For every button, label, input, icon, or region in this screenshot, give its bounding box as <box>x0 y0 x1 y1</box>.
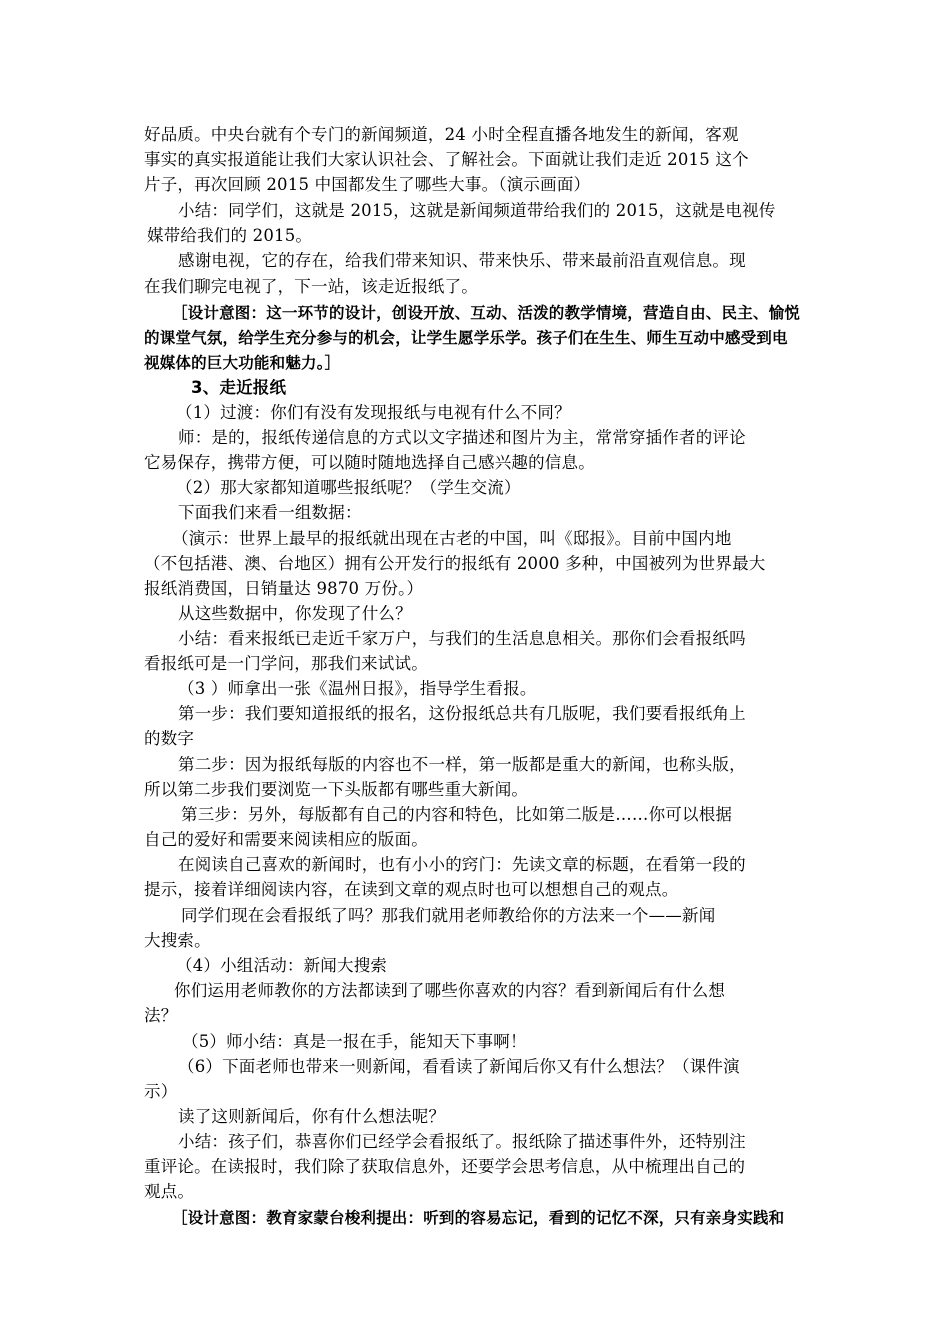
design-intent-line: 视媒体的巨大功能和魅力。］ <box>144 354 341 372</box>
text-line: 在阅读自己喜欢的新闻时，也有小小的窍门：先读文章的标题，在看第一段的 <box>178 855 746 874</box>
text-line: 小结：看来报纸已走近千家万户，与我们的生活息息相关。那你们会看报纸吗 <box>178 629 746 648</box>
text-line: （演示：世界上最早的报纸就出现在古老的中国，叫《邸报》。目前中国内地 <box>172 529 732 548</box>
text-line: （2）那大家都知道哪些报纸呢？（学生交流） <box>176 478 521 497</box>
text-line: 大搜索。 <box>144 931 211 950</box>
design-intent-line: ［设计意图：教育家蒙台梭利提出：听到的容易忘记，看到的记忆不深，只有亲身实践和 <box>172 1209 785 1227</box>
text-line: 媒带给我们的 2015。 <box>147 226 313 245</box>
text-line: 观点。 <box>144 1182 195 1201</box>
text-line: （3 ）师拿出一张《温州日报》，指导学生看报。 <box>178 679 537 698</box>
text-line: （5）师小结：真是一报在手，能知天下事啊！ <box>182 1032 527 1051</box>
text-line: 法？ <box>144 1006 178 1025</box>
text-line: 看报纸可是一门学问，那我们来试试。 <box>144 654 428 673</box>
text-line: 提示，接着详细阅读内容，在读到文章的观点时也可以想想自己的观点。 <box>144 880 679 899</box>
text-line: 片子，再次回顾 2015 中国都发生了哪些大事。（演示画面） <box>144 175 591 194</box>
text-line: 从这些数据中，你发现了什么？ <box>178 604 412 623</box>
text-line: 小结：孩子们，恭喜你们已经学会看报纸了。报纸除了描述事件外，还特别注 <box>178 1132 746 1151</box>
text-line: 事实的真实报道能让我们大家认识社会、了解社会。下面就让我们走近 2015 这个 <box>144 150 749 169</box>
text-line: 报纸消费国，日销量达 9870 万份。） <box>144 579 424 598</box>
text-line: 师：是的，报纸传递信息的方式以文字描述和图片为主，常常穿插作者的评论 <box>178 428 746 447</box>
text-line: 它易保存，携带方便，可以随时随地选择自己感兴趣的信息。 <box>144 453 595 472</box>
text-line: （不包括港、澳、台地区）拥有公开发行的报纸有 2000 多种，中国被列为世界最大 <box>144 554 766 573</box>
text-line: 在我们聊完电视了，下一站，该走近报纸了。 <box>144 277 478 296</box>
text-line: 示） <box>144 1082 178 1101</box>
text-line: 所以第二步我们要浏览一下头版都有哪些重大新闻。 <box>144 780 529 799</box>
section-heading: 3、走近报纸 <box>191 378 287 397</box>
text-line: 下面我们来看一组数据： <box>178 503 362 522</box>
text-line: （1）过渡：你们有没有发现报纸与电视有什么不同？ <box>176 403 571 422</box>
text-line: 同学们现在会看报纸了吗？那我们就用老师教给你的方法来一个——新闻 <box>181 906 716 925</box>
text-line: 小结：同学们，这就是 2015，这就是新闻频道带给我们的 2015，这就是电视传 <box>178 201 776 220</box>
text-line: 重评论。在读报时，我们除了获取信息外，还要学会思考信息，从中梳理出自己的 <box>144 1157 746 1176</box>
text-line: （6）下面老师也带来一则新闻，看看读了新闻后你又有什么想法？（课件演 <box>178 1057 740 1076</box>
text-line: 感谢电视，它的存在，给我们带来知识、带来快乐、带来最前沿直观信息。现 <box>178 251 746 270</box>
text-line: 第一步：我们要知道报纸的报名，这份报纸总共有几版呢，我们要看报纸角上 <box>178 704 746 723</box>
design-intent-line: 的课堂气氛，给学生充分参与的机会，让学生愿学乐学。孩子们在生生、师生互动中感受到电 <box>144 329 788 347</box>
text-line: 你们运用老师教你的方法都读到了哪些你喜欢的内容？看到新闻后有什么想 <box>174 981 726 1000</box>
text-line: 自己的爱好和需要来阅读相应的版面。 <box>144 830 428 849</box>
text-line: 第二步：因为报纸每版的内容也不一样，第一版都是重大的新闻，也称头版， <box>178 755 746 774</box>
design-intent-line: ［设计意图：这一环节的设计，创设开放、互动、活泼的教学情境，营造自由、民主、愉悦 <box>172 304 801 322</box>
text-line: 好品质。中央台就有个专门的新闻频道，24 小时全程直播各地发生的新闻，客观 <box>144 125 739 144</box>
text-line: 读了这则新闻后，你有什么想法呢？ <box>178 1107 446 1126</box>
text-line: （4）小组活动：新闻大搜索 <box>176 956 388 975</box>
text-line: 的数字 <box>144 729 195 748</box>
text-line: 第三步：另外，每版都有自己的内容和特色，比如第二版是……你可以根据 <box>181 805 733 824</box>
